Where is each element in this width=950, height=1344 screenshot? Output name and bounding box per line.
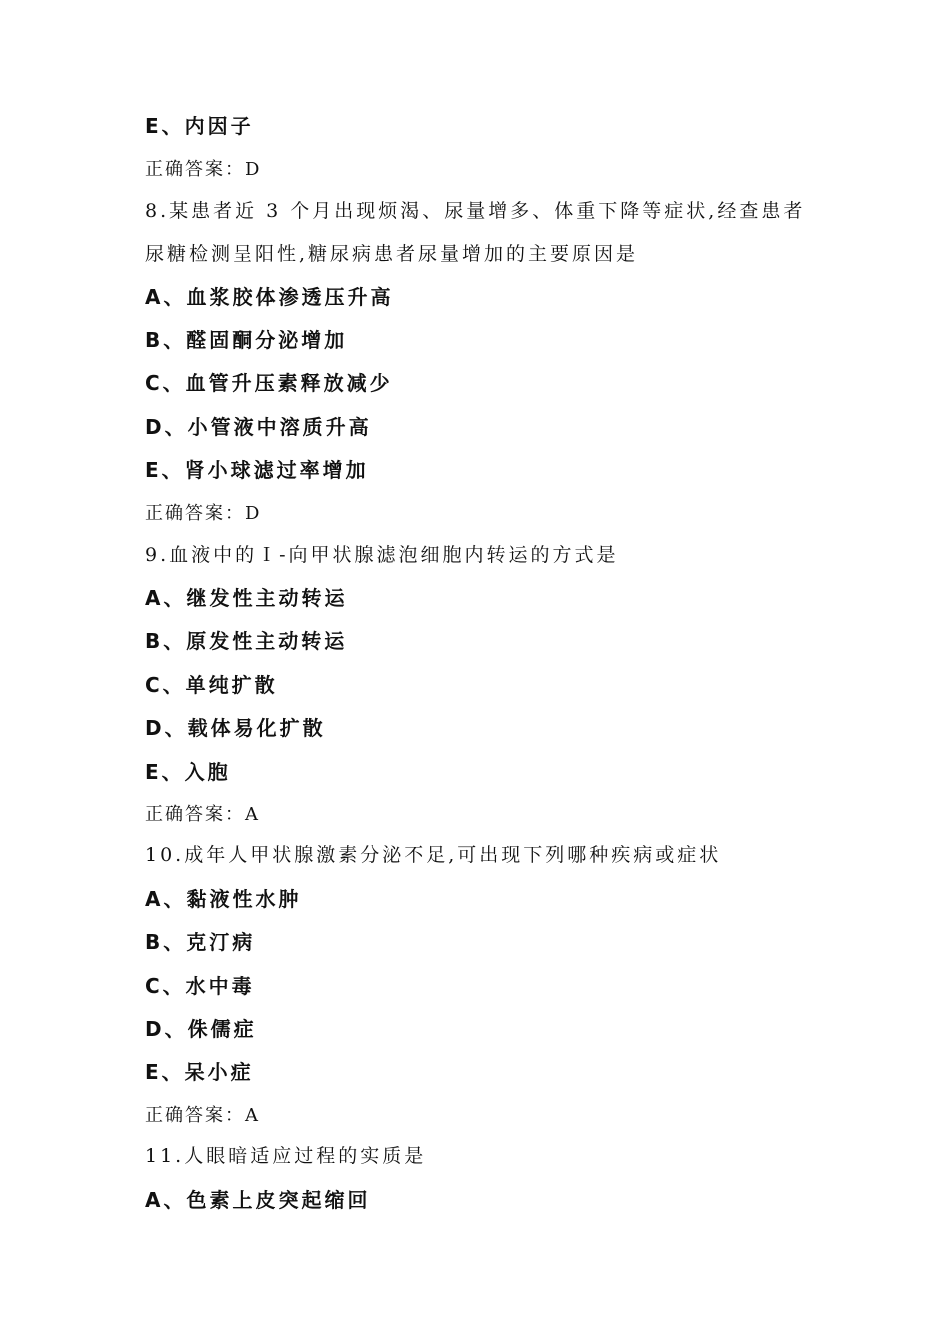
option-line: A、继发性主动转运 (145, 586, 348, 610)
answer-line: 正确答案：D (145, 503, 262, 524)
question-line: 尿糖检测呈阳性,糖尿病患者尿量增加的主要原因是 (145, 243, 639, 265)
answer-line: 正确答案：A (145, 1105, 260, 1126)
option-line: E、入胞 (145, 760, 231, 784)
option-line: A、黏液性水肿 (145, 887, 302, 911)
answer-line: 正确答案：D (145, 159, 262, 180)
option-line: C、单纯扩散 (145, 673, 278, 697)
question-line: 10.成年人甲状腺激素分泌不足,可出现下列哪种疾病或症状 (145, 844, 722, 866)
option-line: B、克汀病 (145, 930, 256, 954)
option-line: A、色素上皮突起缩回 (145, 1188, 371, 1212)
option-line: C、水中毒 (145, 974, 255, 998)
option-line: E、肾小球滤过率增加 (145, 458, 369, 482)
option-line: B、醛固酮分泌增加 (145, 328, 348, 352)
option-line: D、小管液中溶质升高 (145, 415, 372, 439)
answer-line: 正确答案：A (145, 804, 260, 825)
question-line: 8.某患者近 3 个月出现烦渴、尿量增多、体重下降等症状,经查患者 (145, 200, 806, 222)
option-line: B、原发性主动转运 (145, 629, 348, 653)
option-line: D、载体易化扩散 (145, 716, 326, 740)
option-line: E、呆小症 (145, 1060, 254, 1084)
option-line: A、血浆胶体渗透压升高 (145, 285, 394, 309)
option-line: D、侏儒症 (145, 1017, 257, 1041)
option-line: C、血管升压素释放减少 (145, 371, 393, 395)
question-line: 9.血液中的Ｉ-向甲状腺滤泡细胞内转运的方式是 (145, 544, 619, 566)
option-line: E、内因子 (145, 114, 254, 138)
question-line: 11.人眼暗适应过程的实质是 (145, 1145, 427, 1167)
